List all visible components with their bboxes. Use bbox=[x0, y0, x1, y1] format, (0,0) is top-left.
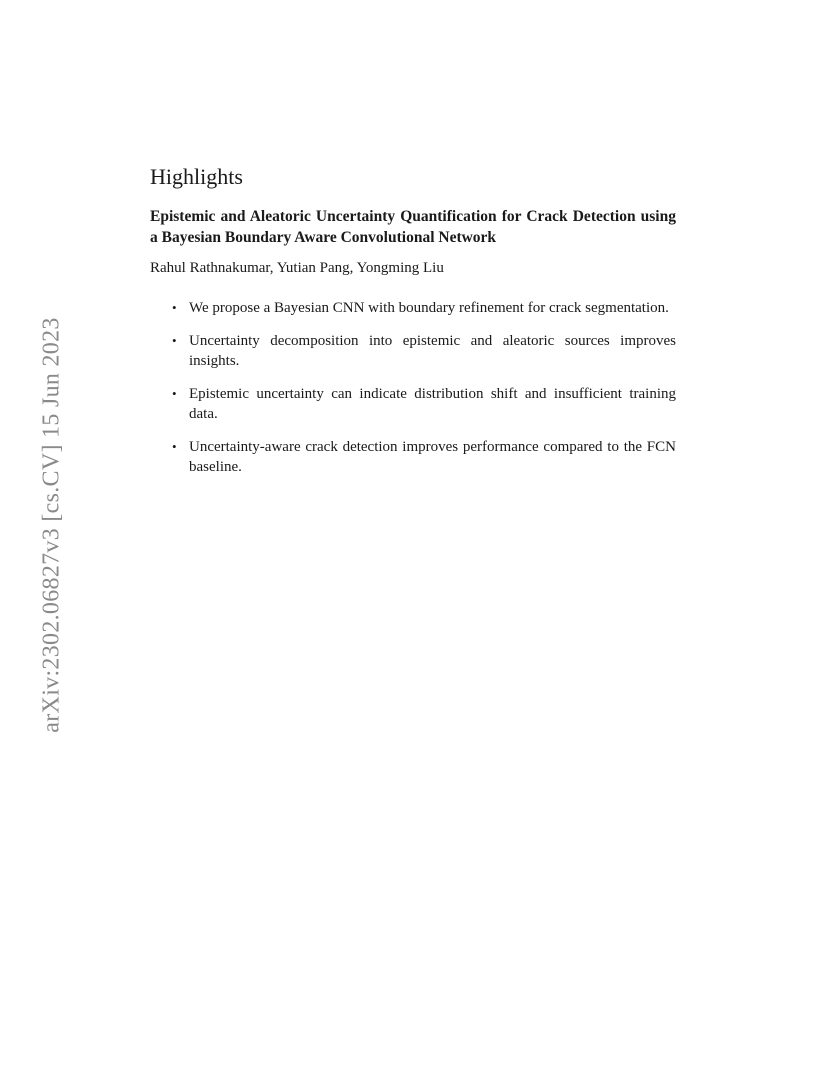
highlight-text: Uncertainty decomposition into epistemic and aleatoric sources improves insights. bbox=[189, 333, 676, 370]
highlight-text: Epistemic uncertainty can indicate distribution shift and insufficient training data. bbox=[189, 386, 676, 423]
highlights-page bbox=[150, 164, 676, 490]
bullet-icon: • bbox=[172, 300, 177, 316]
bullet-icon: • bbox=[172, 439, 177, 455]
bullet-icon: • bbox=[172, 333, 177, 349]
arxiv-identifier: arXiv:2302.06827v3 [cs.CV] 15 Jun 2023 bbox=[38, 317, 65, 733]
highlight-text: Uncertainty-aware crack detection improves performance compared to the FCN baseline. bbox=[189, 439, 676, 476]
highlight-item bbox=[172, 437, 676, 477]
highlight-item bbox=[172, 331, 676, 371]
section-heading: Highlights bbox=[150, 164, 243, 189]
author-list: Rahul Rathnakumar, Yutian Pang, Yongming Liu bbox=[150, 260, 444, 277]
highlight-item bbox=[172, 298, 676, 318]
highlight-text: We propose a Bayesian CNN with boundary refinement for crack segmentation. bbox=[189, 300, 669, 317]
paper-title: Epistemic and Aleatoric Uncertainty Quantification for Crack Detection using a Bayesian Boundary Aware Convolutional Network bbox=[150, 208, 676, 247]
highlights-list bbox=[150, 298, 676, 477]
bullet-icon: • bbox=[172, 386, 177, 402]
highlight-item bbox=[172, 384, 676, 424]
